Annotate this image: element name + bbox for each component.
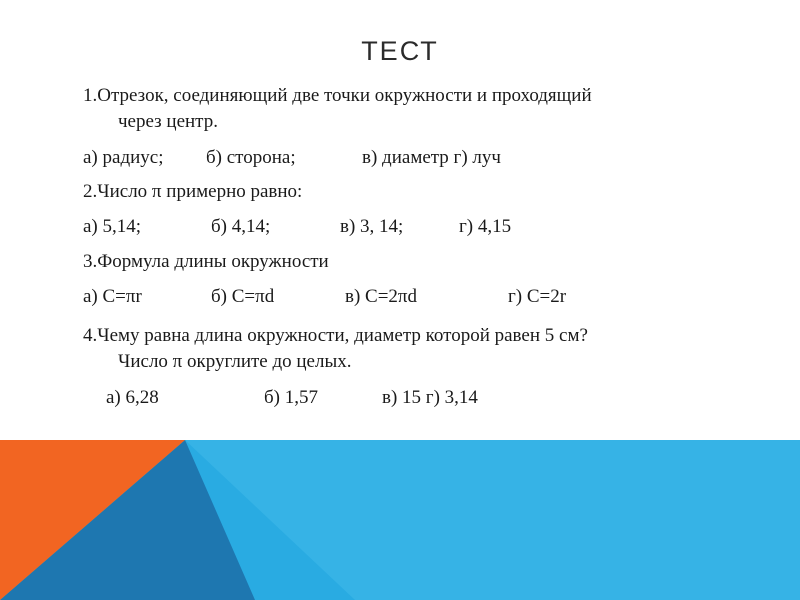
q3-option-a: а) C=πr	[83, 286, 142, 307]
q1-option-a: а) радиус;	[83, 147, 164, 168]
question-3-text: 3.Формула длины окружности	[83, 251, 329, 272]
q1-option-c-d: в) диаметр г) луч	[362, 147, 501, 168]
q2-option-c: в) 3, 14;	[340, 216, 404, 237]
q3-option-d: г) C=2r	[508, 286, 567, 307]
question-4-text: 4.Чему равна длина окружности, диаметр которой равен 5 см?	[83, 325, 588, 346]
question-4-text-continued: Число π округлите до целых.	[118, 351, 352, 372]
slide-title: ТЕСТ	[361, 36, 439, 66]
question-2-text: 2.Число π примерно равно:	[83, 181, 303, 202]
q4-option-b: б) 1,57	[264, 387, 318, 408]
q4-option-a: а) 6,28	[106, 387, 159, 408]
q3-option-b: б) C=πd	[211, 286, 275, 307]
q3-option-c: в) C=2πd	[345, 286, 418, 307]
q2-option-b: б) 4,14;	[211, 216, 271, 237]
question-1-text-continued: через центр.	[118, 111, 218, 132]
question-1-text: 1.Отрезок, соединяющий две точки окружности и проходящий	[83, 85, 592, 106]
q4-option-c-d: в) 15 г) 3,14	[382, 387, 478, 408]
q2-option-a: а) 5,14;	[83, 216, 142, 237]
q2-option-d: г) 4,15	[459, 216, 512, 237]
q1-option-b: б) сторона;	[206, 147, 296, 168]
